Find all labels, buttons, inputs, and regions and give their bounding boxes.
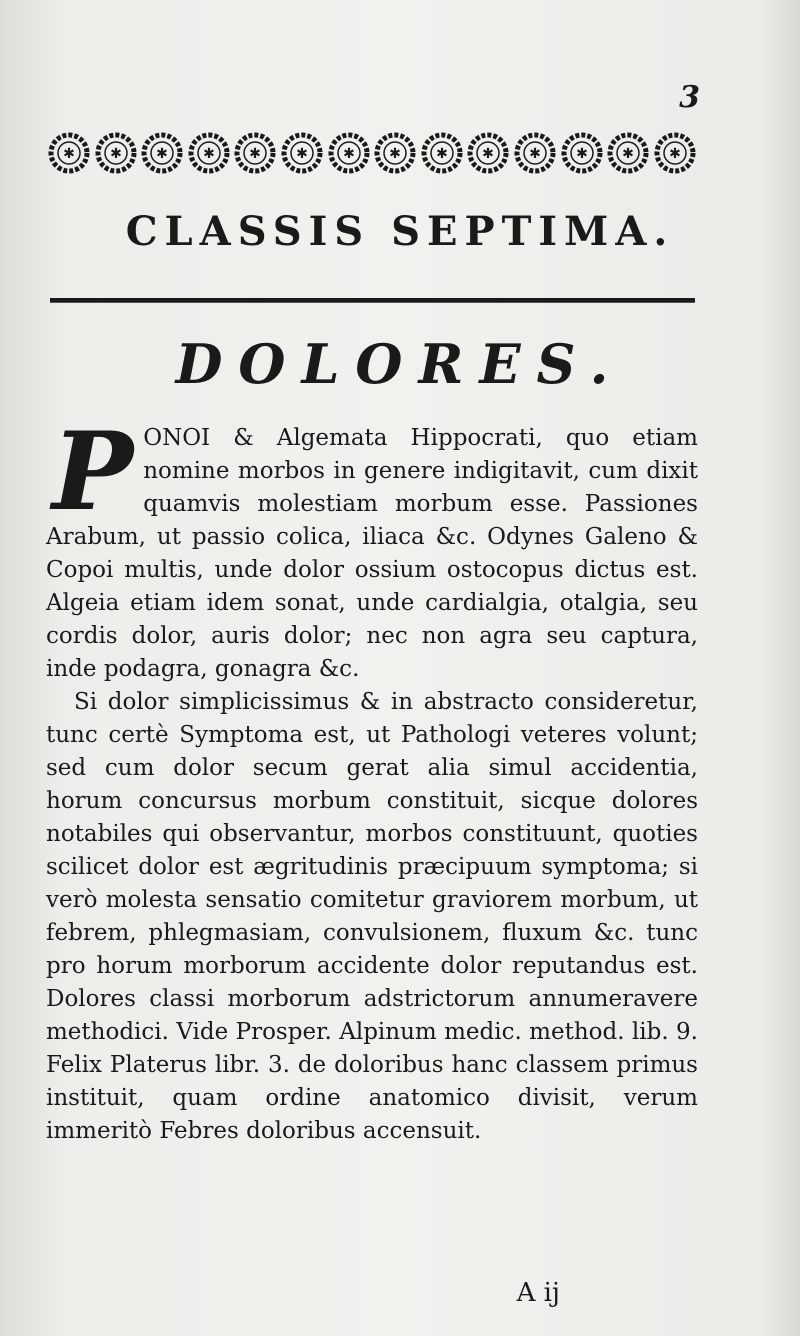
drop-cap: P <box>52 409 134 535</box>
wreath-star-ornament-icon <box>512 130 558 176</box>
paragraph-2-text: Si dolor simplicissimus & in abstracto consideretur, tunc certè Symptoma est, ut Pathologi veteres volunt; sed cum dolor secum gerat alia simul accidentia, horum concursus morbum constituit, sicque dolores notabiles qui observantur, morbos constituunt, quoties scilicet dolor est ægritudinis præcipuum symptoma; si verò molesta sensatio comitetur graviorem morbum, ut febrem, phlegmasiam, convulsionem, fluxum &c. tunc pro horum morborum accidente dolor reputandus est. Dolores classi morborum adstrictorum annumeravere methodici. Vide Prosper. Alpinum medic. method. lib. 9. Felix Platerus libr. 3. de doloribus hanc classem primus instituit, quam ordine anatomico divisit, verum immeritò Febres doloribus accensuit. <box>46 689 698 1144</box>
wreath-star-ornament-icon <box>326 130 372 176</box>
svg-text:✱: ✱ <box>156 146 169 162</box>
ornament-border <box>46 130 698 176</box>
body-text <box>46 409 698 1148</box>
wreath-star-ornament-icon <box>372 130 418 176</box>
page-heading: CLASSIS SEPTIMA. <box>125 208 675 255</box>
paragraph-2 <box>46 686 698 1148</box>
wreath-star-ornament-icon <box>186 130 232 176</box>
svg-text:✱: ✱ <box>342 146 355 162</box>
wreath-star-ornament-icon <box>419 130 465 176</box>
wreath-star-ornament-icon <box>279 130 325 176</box>
wreath-star-ornament-icon <box>232 130 278 176</box>
wreath-star-ornament-icon <box>93 130 139 176</box>
svg-text:✱: ✱ <box>202 146 215 162</box>
svg-text:✱: ✱ <box>109 146 122 162</box>
page-number: 3 <box>679 80 700 115</box>
svg-text:✱: ✱ <box>482 146 495 162</box>
svg-text:✱: ✱ <box>529 146 541 162</box>
wreath-star-ornament-icon <box>652 130 698 176</box>
wreath-star-ornament-icon <box>559 130 605 176</box>
paragraph-1 <box>46 409 698 686</box>
page-subheading: DOLORES. <box>175 332 625 396</box>
svg-text:✱: ✱ <box>622 146 635 162</box>
wreath-star-ornament-icon <box>465 130 511 176</box>
svg-text:✱: ✱ <box>575 146 588 162</box>
catchword: A ij <box>516 1278 560 1308</box>
paragraph-1-text: ONOI & Algemata Hippocrati, quo etiam nomine morbos in genere indigitavit, cum dixit quamvis molestiam morbum esse. Passiones Arabum, ut passio colica, iliaca &c. Odynes Galeno & Copoi multis, unde dolor ossium ostocopus dictus est. Algeia etiam idem sonat, unde cardialgia, otalgia, seu cordis dolor, auris dolor; nec non agra seu captura, inde podagra, gonagra &c. <box>46 425 698 682</box>
svg-text:✱: ✱ <box>389 146 402 162</box>
heading-rule <box>50 298 695 303</box>
wreath-star-ornament-icon <box>46 130 92 176</box>
wreath-star-ornament-icon <box>139 130 185 176</box>
wreath-star-ornament-icon <box>605 130 651 176</box>
svg-text:✱: ✱ <box>669 146 681 162</box>
svg-text:✱: ✱ <box>436 146 448 162</box>
svg-text:✱: ✱ <box>249 146 262 162</box>
svg-text:✱: ✱ <box>63 146 75 162</box>
svg-text:✱: ✱ <box>296 146 308 162</box>
